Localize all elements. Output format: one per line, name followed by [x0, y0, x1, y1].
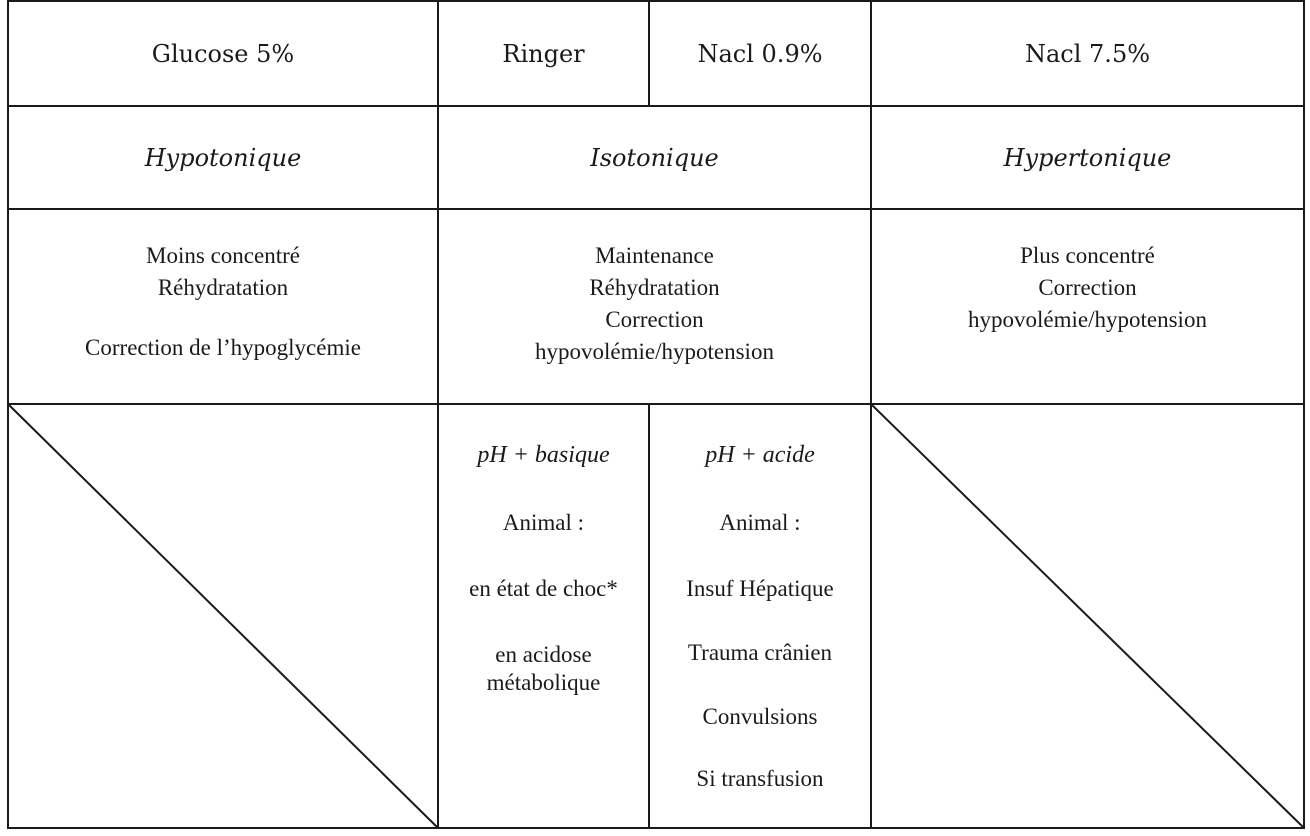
ringer-item-choc: en état de choc* [469, 576, 618, 601]
ringer-item-acidose-1: en acidose [495, 642, 592, 667]
header-nacl-0-9: Nacl 0.9% [697, 39, 823, 68]
table-border-right [1303, 0, 1305, 829]
tonicity-hypotonique: Hypotonique [144, 143, 302, 172]
header-glucose: Glucose 5% [151, 39, 295, 68]
empty-cell-diagonal-right [872, 405, 1303, 827]
uses-iso-line-2: Réhydratation [589, 275, 720, 300]
uses-hypo-line-1: Moins concentré [146, 243, 300, 268]
uses-hypo-line-3: Correction de l’hypoglycémie [85, 335, 361, 360]
nacl09-item-transfusion: Si transfusion [696, 766, 824, 791]
header-ringer: Ringer [502, 39, 585, 68]
empty-cell-diagonal-left [9, 405, 437, 827]
tonicity-hypertonique: Hypertonique [1003, 143, 1172, 172]
uses-hyper-line-3: hypovolémie/hypotension [968, 307, 1207, 332]
row-divider-2 [7, 208, 1305, 210]
uses-hypotonique [9, 240, 437, 364]
uses-iso-line-1: Maintenance [595, 243, 714, 268]
nacl09-ph-label: pH + acide [705, 442, 815, 468]
header-nacl-7-5: Nacl 7.5% [1024, 39, 1151, 68]
uses-hypo-line-2: Réhydratation [157, 275, 289, 300]
nacl09-item-convulsions: Convulsions [702, 704, 818, 729]
ringer-item-acidose-2: métabolique [486, 670, 601, 695]
uses-iso-line-3: Correction [605, 307, 704, 332]
nacl09-item-insuf: Insuf Hépatique [686, 576, 834, 601]
ringer-animal-label: Animal : [502, 510, 585, 535]
tonicity-isotonique: Isotonique [590, 143, 719, 172]
uses-hyper-line-1: Plus concentré [1020, 243, 1155, 268]
table-border-bottom [7, 827, 1305, 829]
uses-iso-line-4: hypovolémie/hypotension [535, 339, 774, 364]
nacl09-animal-label: Animal : [719, 510, 801, 535]
fluid-comparison-table [7, 0, 1305, 829]
uses-isotonique [439, 240, 870, 368]
uses-hypertonique [872, 240, 1303, 336]
ringer-ph-label: pH + basique [477, 442, 610, 468]
nacl09-item-trauma: Trauma crânien [687, 640, 833, 665]
uses-hyper-line-2: Correction [1038, 275, 1137, 300]
